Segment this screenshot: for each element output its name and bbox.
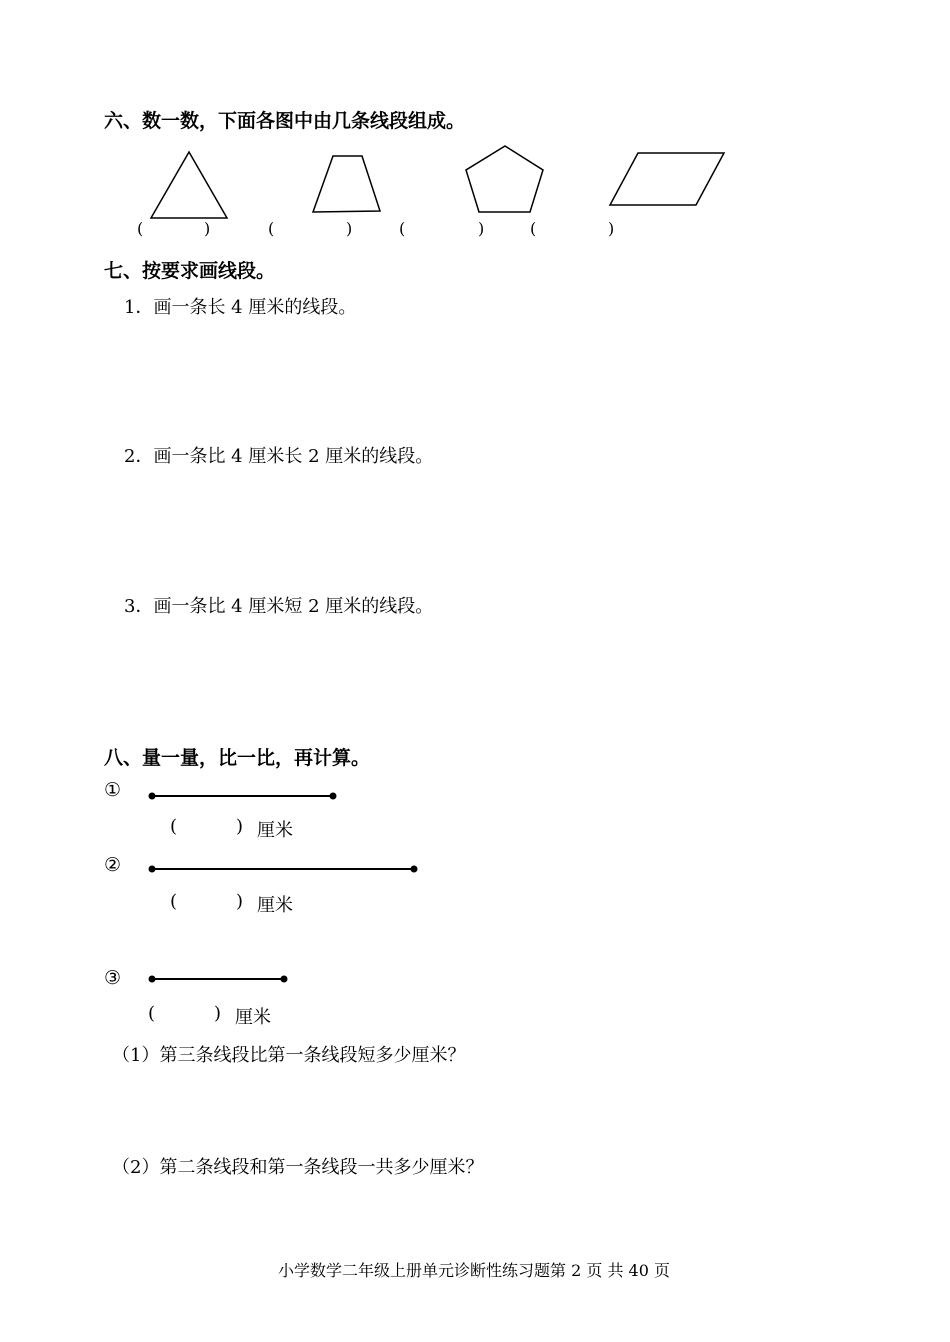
- segment-1-paren-open: (: [170, 816, 178, 837]
- segment-3: [149, 976, 288, 983]
- answer-paren-close-1: ): [204, 219, 211, 238]
- trapezoid-shape: [313, 156, 380, 212]
- task-2-text: 2．画一条比 4 厘米长 2 厘米的线段。: [124, 446, 434, 467]
- pentagon-shape: [466, 146, 543, 212]
- answer-paren-open-3: (: [399, 219, 406, 238]
- question-2-text: （2）第二条线段和第一条线段一共多少厘米？: [112, 1157, 484, 1178]
- segment-1-marker: ①: [104, 779, 122, 801]
- answer-paren-open-1: (: [137, 219, 144, 238]
- segment-1-paren-close: ): [236, 816, 244, 837]
- segment-2-paren-open: (: [170, 891, 178, 912]
- section-6-title: 六、数一数，下面各图中由几条线段组成。: [104, 110, 466, 132]
- segment-2-marker: ②: [104, 854, 122, 876]
- segment-2-unit: 厘米: [257, 895, 293, 916]
- segment-2-paren-close: ): [236, 891, 244, 912]
- task-3-text: 3．画一条比 4 厘米短 2 厘米的线段。: [124, 596, 434, 617]
- segment-3-unit: 厘米: [235, 1007, 271, 1028]
- answer-paren-open-2: (: [268, 219, 275, 238]
- answer-paren-close-3: ): [478, 219, 485, 238]
- segment-3-marker: ③: [104, 967, 122, 989]
- segment-3-paren-close: ): [214, 1003, 222, 1024]
- task-1-text: 1．画一条长 4 厘米的线段。: [124, 297, 357, 318]
- segment-2: [149, 866, 418, 873]
- answer-paren-close-2: ): [346, 219, 353, 238]
- section-7-title: 七、按要求画线段。: [104, 260, 276, 282]
- section-8-title: 八、量一量，比一比，再计算。: [104, 747, 371, 769]
- segment-1-unit: 厘米: [257, 820, 293, 841]
- segment-1: [149, 793, 337, 800]
- segment-3-paren-open: (: [148, 1003, 156, 1024]
- page-footer: 小学数学二年级上册单元诊断性练习题第 2 页 共 40 页: [278, 1261, 670, 1280]
- parallelogram-shape: [610, 153, 724, 205]
- answer-paren-close-4: ): [608, 219, 615, 238]
- answer-paren-open-4: (: [530, 219, 537, 238]
- question-1-text: （1）第三条线段比第一条线段短多少厘米？: [112, 1045, 466, 1066]
- triangle-shape: [151, 152, 227, 218]
